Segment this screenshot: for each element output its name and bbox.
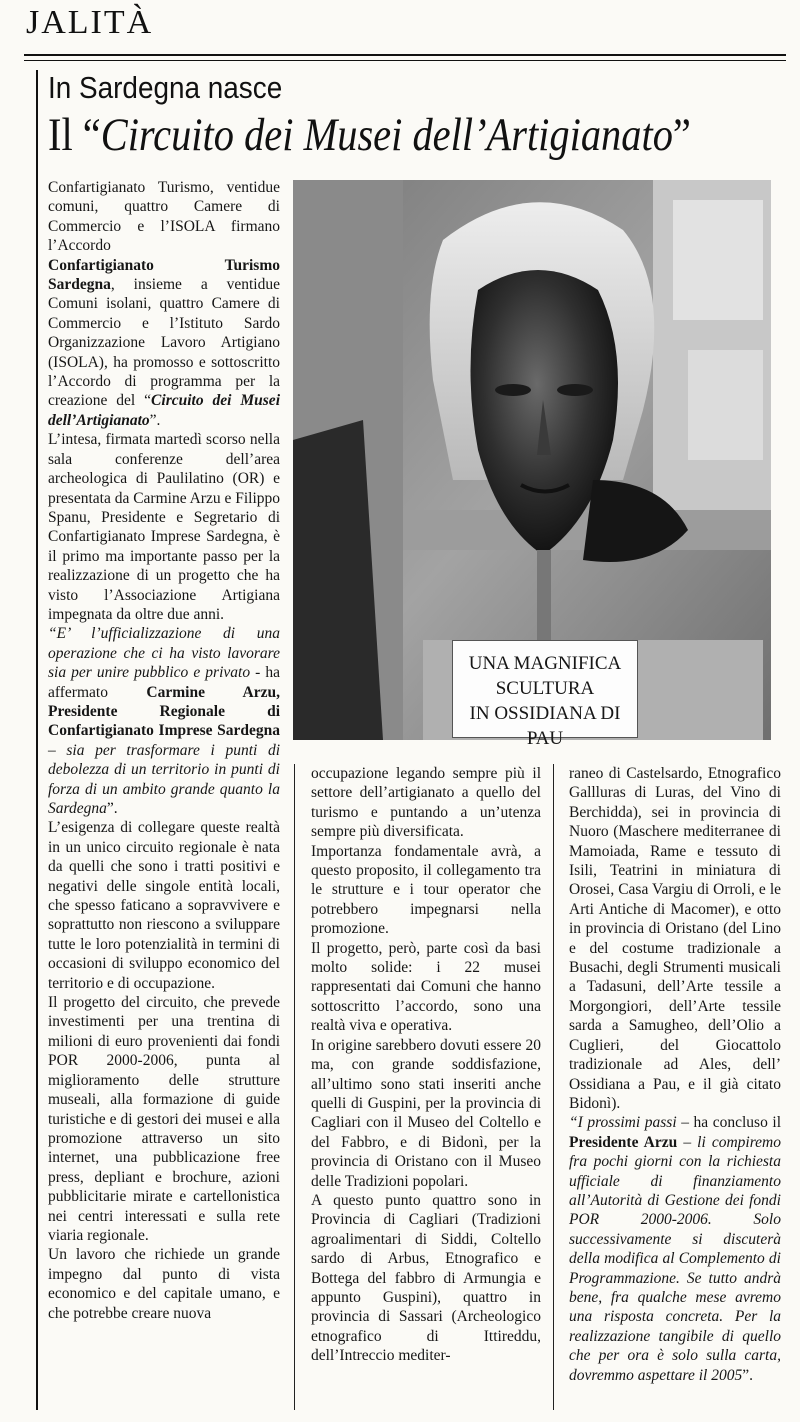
headline-suffix: ”	[672, 109, 691, 161]
top-rule-thin	[24, 60, 786, 61]
paragraph: raneo di Castelsardo, Etnografico Gallluras di Luras, del Vino di Berchidda), sei in provincia di Nuoro (Maschere mediterranee di Mamoiada, Rame e tessuto di Isili, Teatrini in miniatura di Orosei, Casa Vargiu di Orroli, e le Arti Antiche di Macomer), e otto in provincia di Oristano (del Lino e del costume tradizionale a Busachi, degli Strumenti musicali a Tadasuni, dell’Arte tessile a Morgongiori, dell’Arte tessile sarda a Samugheo, dell’Olio a Cuglieri, del Giocattolo tradizionale ad Ales, dell’ Ossidiana a Pau, e il già citato Bidonì).	[569, 765, 781, 1112]
photo-caption	[452, 640, 638, 749]
bold-text: Confartigianato Turismo Sardegna	[48, 256, 280, 294]
section-label: JALITÀ	[26, 4, 154, 41]
bold-text: Presidente Arzu	[569, 1133, 678, 1151]
paragraph	[48, 256, 280, 431]
text: – ha concluso il	[676, 1114, 781, 1132]
italic-text: – li compiremo fra pochi giorni con la richiesta ufficiale di finanziamento all’Autorità di Gestione dei fondi POR 2000-2006. Solo successivamente si discuterà della modifica al Complemento di Programmazione. Se tutto andrà bene, fra qualche mese avremo una risposta concreta. Per la realizzazione tangibile di quello che per ora è solo sulla carta, dovremmo aspettare il 2005	[569, 1133, 781, 1384]
paragraph: Un lavoro che richiede un grande impegno dal punto di vista economico e del capitale umano, e che potrebbe creare nuova	[48, 1246, 280, 1322]
headline-prefix: Il “	[48, 109, 101, 161]
italic-text: Circuito dei Musei dell’Artigianato	[48, 392, 280, 429]
paragraph: L’esigenza di collegare queste realtà in un unico circuito regionale è nata da quelli che sono i tratti positivi e negativi delle singole entità locali, che spesso faticano a sopravvivere e soprattutto non riescono a sviluppare tutte le loro potenzialità in termini di occasioni di sviluppo economico del territorio e di occupazione.	[48, 819, 280, 992]
bold-text: Carmine Arzu, Presidente Regionale di Confartigianato Imprese Sardegna	[48, 683, 280, 740]
caption-line: SCULTURA	[495, 678, 595, 699]
paragraph: In origine sarebbero dovuti essere 20 ma, con grande soddisfazione, all’ultimo sono stati inseriti anche quelli di Guspini, per la provincia di Cagliari con il Museo del Coltello e del Fabbro, e di Bidonì, per la provincia di Oristano con il Museo delle Tradizioni popolari.	[311, 1036, 541, 1190]
paragraph: occupazione legando sempre più il settore dell’artigianato a quello del turismo e puntando a un’utenza sempre più diversificata.	[311, 765, 541, 841]
left-rule	[36, 70, 38, 1410]
paragraph: Il progetto del circuito, che prevede investimenti per una trentina di milioni di euro provenienti dai fondi POR 2000-2006, punta al miglioramento delle strutture museali, alla formazione di guide turistiche e di gestori dei musei e alla promozione attraverso un sito internet, una pubblicazione free press, depliant e brochure, azioni pubblicitarie mirate e cartellonistica nei centri interessati e sulla rete viaria regionale.	[48, 994, 280, 1244]
top-rule	[24, 54, 786, 56]
italic-text: – sia per trasformare i punti di debolezza di un territorio in punti di forza di un ambito grande quanto la Sardegna	[48, 741, 280, 817]
paragraph: L’intesa, firmata martedì scorso nella sala conferenze dell’area archeologica di Paulilatino (OR) e presentata da Carmine Arzu e Filippo Spanu, Presidente e Segretario di Confartigianato Imprese Sardegna, è il primo ma importante passo per la realizzazione di un progetto che ha visto l’Associazione Artigiana impegnata da oltre due anni.	[48, 431, 281, 623]
paragraph: Il progetto, però, parte così da basi molto solide: i 22 musei rappresentati dai Comuni che hanno sottoscritto l’accordo, sono una realtà viva e operativa.	[311, 939, 541, 1035]
standfirst: Confartigianato Turismo, ventidue comuni, quattro Camere di Commercio e l’ISOLA firmano l’Accordo	[48, 179, 280, 255]
italic-text: “I prossimi passi	[569, 1114, 677, 1132]
paragraph: A questo punto quattro sono in Provincia di Cagliari (Tradizioni agroalimentari di Siddi, Coltello sardo di Arbus, Etnografico e Bottega del fabbro di Armungia e appunto Guspini), quattro in provincia di Sassari (Archeologico etnografico di Ittireddu, dell’Intreccio mediter-	[311, 1191, 541, 1365]
kicker: In Sardegna nasce	[48, 70, 283, 105]
quote-paragraph	[48, 624, 280, 818]
text: ”.	[742, 1366, 753, 1384]
headline-italic: Circuito dei Musei dell’Artigianato	[100, 109, 673, 161]
caption-line: UNA MAGNIFICA	[468, 653, 622, 674]
quote-paragraph	[569, 1113, 781, 1385]
italic-text: “E’ l’ufficializzazione di una operazione che ci ha visto lavorare sia per unire pubblico e privato	[48, 625, 280, 682]
column-rule	[294, 764, 295, 1410]
article-column-1	[48, 178, 280, 1323]
article-column-3	[569, 764, 781, 1385]
caption-line: IN OSSIDIANA DI PAU	[469, 703, 621, 749]
text: , insieme a ventidue Comuni isolani, quattro Camere di Commercio e l’Istituto Sardo Organizzazione Lavoro Artigiano (ISOLA), ha promosso e sottoscritto l’Accordo di programma per la creazione del “	[48, 276, 280, 410]
text: ”.	[149, 411, 161, 429]
paragraph: Importanza fondamentale avrà, a questo proposito, il collegamento tra le strutture e i tour operator che potrebbero impegnarsi nella promozione.	[311, 842, 541, 938]
headline	[48, 108, 691, 162]
column-rule	[553, 764, 554, 1410]
text: ”.	[106, 800, 118, 817]
text: - ha affermato	[48, 664, 281, 701]
article-column-2	[311, 764, 541, 1366]
